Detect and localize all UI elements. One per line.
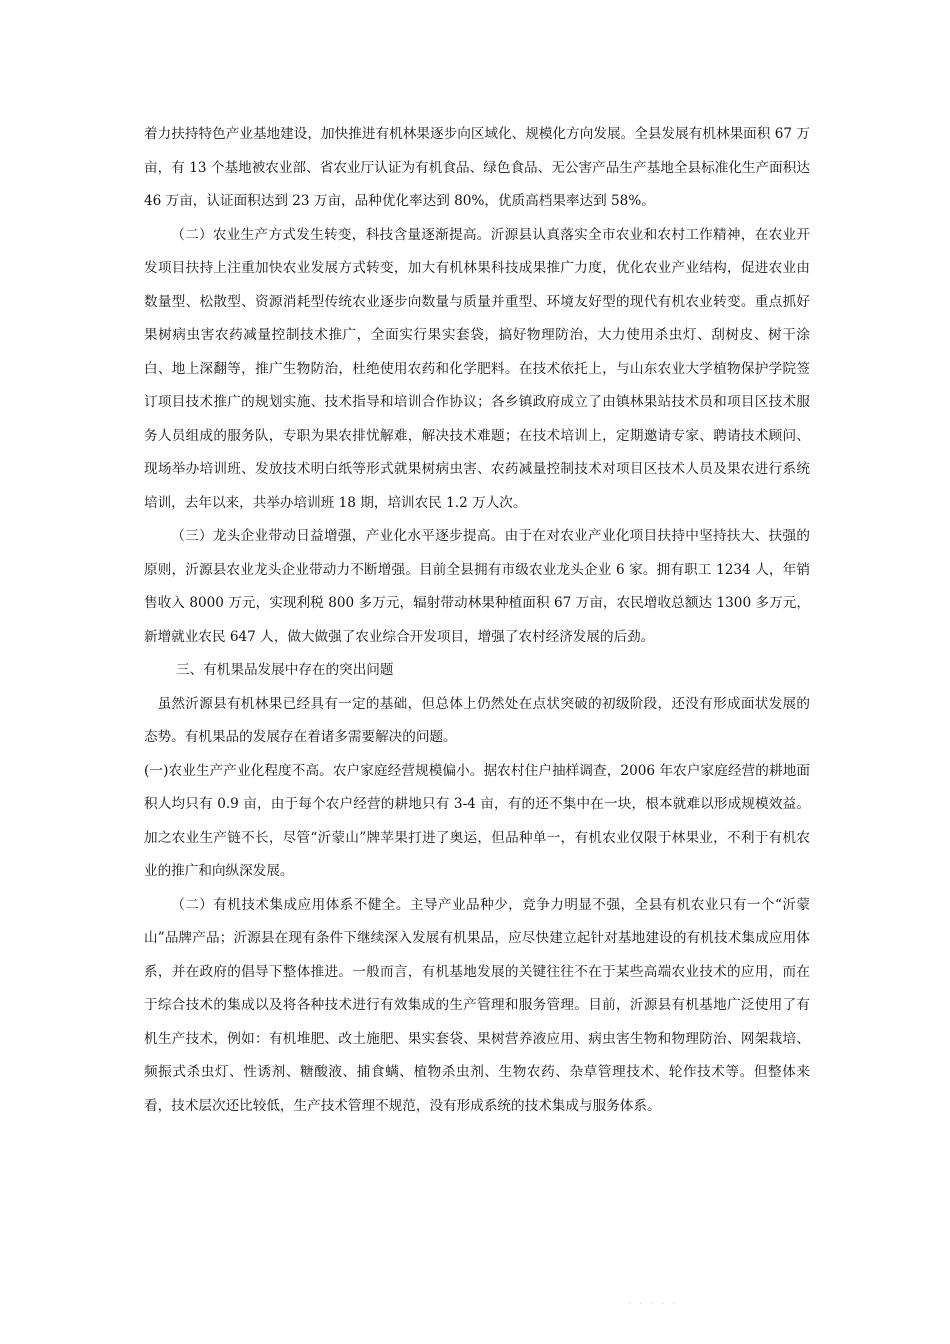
paragraph-intro: 虽然沂源县有机林果已经具有一定的基础，但总体上仍然处在点状突破的初级阶段，还没有形成面状发展的态势。有机果品的发展存在着诸多需要解决的问题。 [144,695,810,745]
document-body [144,118,810,1123]
paragraph-section-two: （二）农业生产方式发生转变，科技含量逐渐提高。沂源县认真落实全市农业和农村工作精神，在农业开发项目扶持上注重加快农业发展方式转变，加大有机林果科技成果推广力度，优化农业产业结构，促进农业由数量型、松散型、资源消耗型传统农业逐步向数量与质量并重型、环境友好型的现代有机农业转变。重点抓好果树病虫害农药减量控制技术推广，全面实行果实套袋，搞好物理防治，大力使用杀虫灯、刮树皮、树干涂白、地上深翻等，推广生物防治，杜绝使用农药和化学肥料。在技术依托上，与山东农业大学植物保护学院签订项目技术推广的规划实施、技术指导和培训合作协议；各乡镇政府成立了由镇林果站技术员和项目区技术服务人员组成的服务队，专职为果农排忧解难，解决技术难题；在技术培训上，定期邀请专家、聘请技术顾问、现场举办培训班、发放技术明白纸等形式就果树病虫害、农药减量控制技术对项目区技术人员及果农进行系统培训，去年以来，共举办培训班 18 期，培训农民 1.2 万人次。 [144,226,810,511]
section-heading: 三、有机果品发展中存在的突出问题 [176,662,394,678]
footer-watermark: · · · · · [628,1297,678,1310]
paragraph-section-three: （三）龙头企业带动日益增强，产业化水平逐步提高。由于在对农业产业化项目扶持中坚持扶大、扶强的原则，沂源县农业龙头企业带动力不断增强。目前全县拥有市级农业龙头企业 6 家。拥有职工 1234 人，年销售收入 8000 万元，实现利税 800 多万元，辐射带动林果种植面积 67 万亩，农民增收总额达 1300 多万元，新增就业农民 647 人，做大做强了农业综合开发项目，增强了农村经济发展的后劲。 [144,528,810,645]
paragraph-problem-one: (一)农业生产产业化程度不高。农户家庭经营规模偏小。据农村住户抽样调查，2006 年农户家庭经营的耕地面积人均只有 0.9 亩，由于每个农户经营的耕地只有 3-4 亩，有的还不集中在一块，根本就难以形成规模效益。加之农业生产链不长，尽管“沂蒙山”牌苹果打进了奥运，但品种单一，有机农业仅限于林果业，不利于有机农业的推广和向纵深发展。 [144,762,810,879]
paragraph-problem-two: （二）有机技术集成应用体系不健全。主导产业品种少，竞争力明显不强，全县有机农业只有一个“沂蒙山”品牌产品；沂源县在现有条件下继续深入发展有机果品，应尽快建立起针对基地建设的有机技术集成应用体系，并在政府的倡导下整体推进。一般而言，有机基地发展的关键往往不在于某些高端农业技术的应用，而在于综合技术的集成以及将各种技术进行有效集成的生产管理和服务管理。目前，沂源县有机基地广泛使用了有机生产技术，例如：有机堆肥、改土施肥、果实套袋、果树营养液应用、病虫害生物和物理防治、网架栽培、频振式杀虫灯、性诱剂、糖酸液、捕食螨、植物杀虫剂、生物农药、杂草管理技术、轮作技术等。但整体来看，技术层次还比较低，生产技术管理不规范，没有形成系统的技术集成与服务体系。 [144,896,810,1114]
paragraph-continuation: 着力扶持特色产业基地建设，加快推进有机林果逐步向区域化、规模化方向发展。全县发展有机林果面积 67 万亩，有 13 个基地被农业部、省农业厅认证为有机食品、绿色食品、无公害产品生产基地全县标准化生产面积达 46 万亩，认证面积达到 23 万亩，品种优化率达到 80%，优质高档果率达到 58%。 [144,126,810,209]
